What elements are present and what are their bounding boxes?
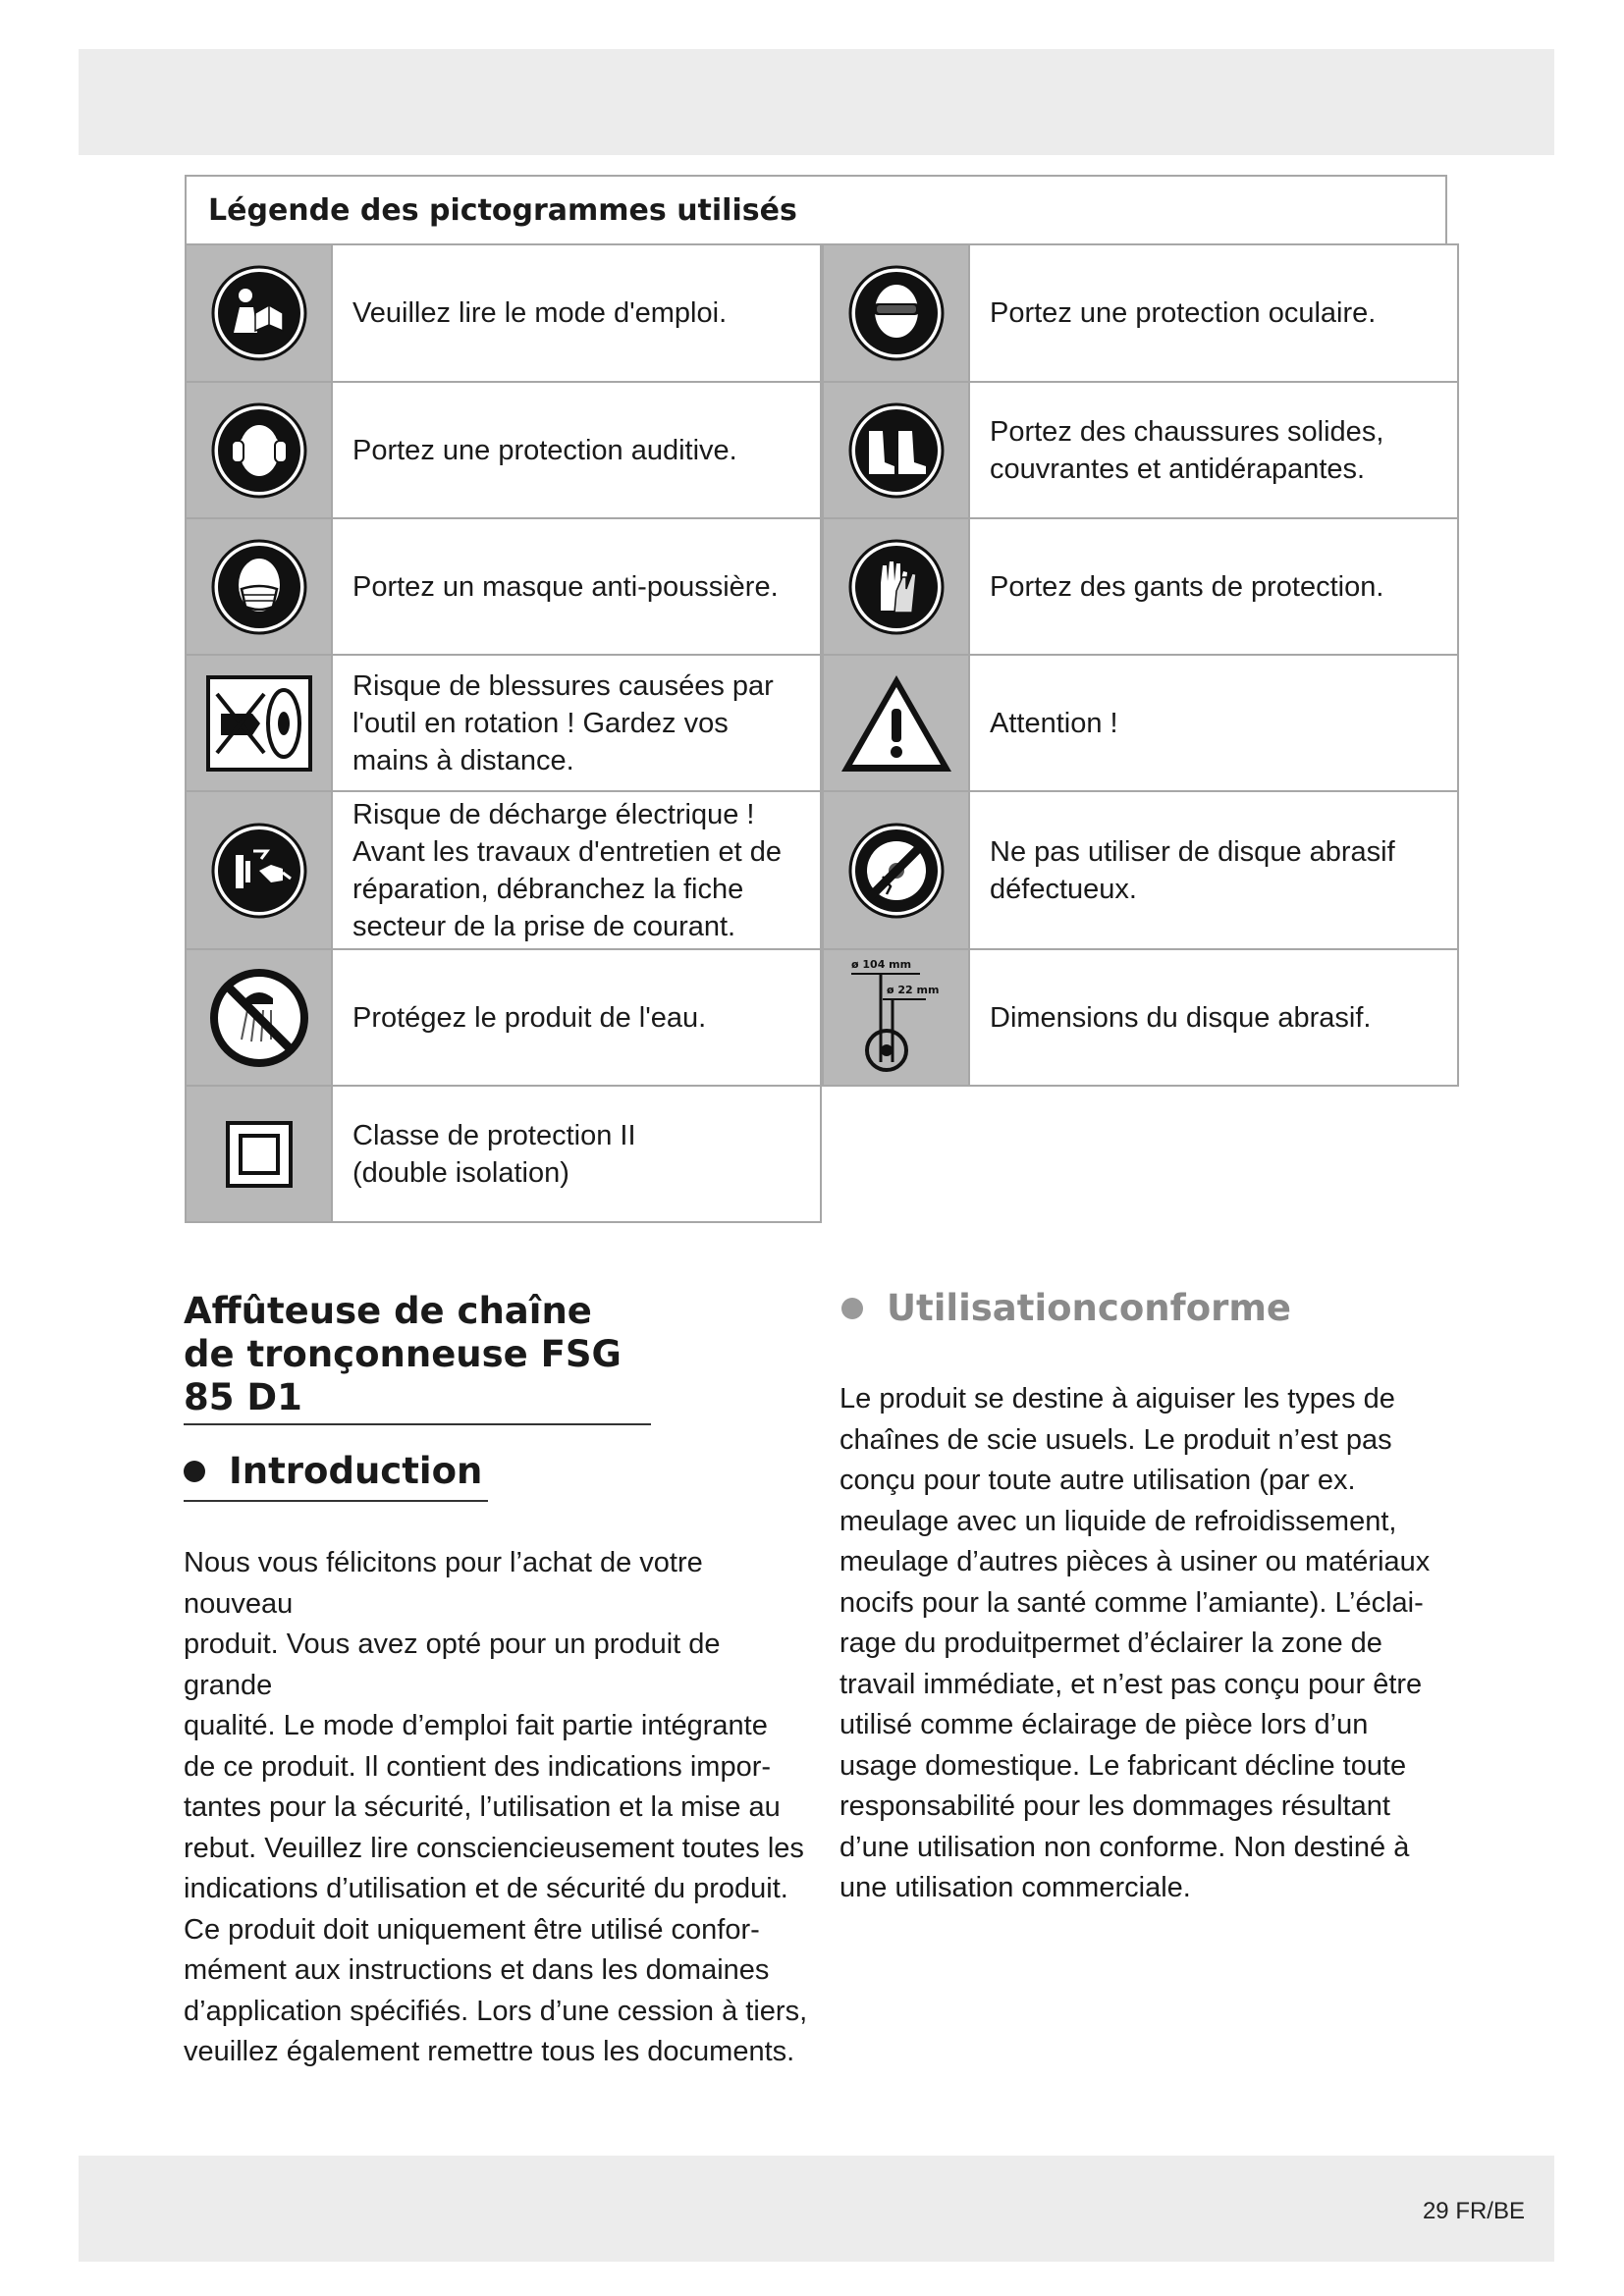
legend-text-cell (331, 1085, 822, 1223)
product-title: Affûteuse de chaîne de tronçonneuse FSG 85 D1 (184, 1290, 651, 1425)
legend-icon-cell (185, 517, 333, 656)
legend-text-cell (331, 654, 822, 792)
legend-icon-cell (822, 654, 970, 792)
introduction-heading-text: Introduction (229, 1450, 483, 1492)
header-band (79, 49, 1554, 155)
legend-icon-cell (185, 243, 333, 383)
legend-icon-cell (822, 243, 970, 383)
legend-text-cell (331, 381, 822, 519)
legend-icon-cell (185, 790, 333, 950)
pictogram-legend-table (185, 175, 1447, 1294)
legend-title: Légende des pictogrammes utilisés (185, 175, 1447, 243)
legend-text-cell (968, 654, 1459, 792)
legend-icon-cell (822, 948, 970, 1087)
legend-text-cell (331, 790, 822, 950)
introduction-body: Nous vous félicitons pour l’achat de votre nouveau produit. Vous avez opté pour un produit de grande qualité. Le mode d’emploi fait partie intégrante de ce produit. Il contient des indications impor- tantes pour la sécurité, l’utilisation et la mise au rebut. Veuillez lire consciencieusement toutes les indications d’utilisation et de sécurité du produit. Ce produit doit uniquement être utilisé confor- mément aux instructions et dans les domaines d’application spécifiés. Lors d’une cession à tiers, veuillez également remettre tous les documents. (184, 1547, 808, 2067)
legend-text: Risque de blessures causées par l'outil en rotation ! Gardez vos mains à distance. (352, 669, 774, 776)
legend-icon-cell (822, 381, 970, 519)
legend-icon-cell (185, 654, 333, 792)
legend-text: Portez des chaussures solides, couvrantes et antidérapantes. (990, 415, 1384, 485)
legend-text-cell (968, 517, 1459, 656)
legend-text: Classe de protection II (double isolation) (352, 1119, 636, 1189)
legend-text-cell (968, 381, 1459, 519)
legend-icon-cell (185, 1085, 333, 1223)
intended-use-body: Le produit se destine à aiguiser les types de chaînes de scie usuels. Le produit n’est pas conçu pour toute autre utilisation (par ex. meulage avec un liquide de refroidissement, meulage d’autres pièces à usiner ou matériaux nocifs pour la santé comme l’amiante). L’éclai- rage du produitpermet d’éclairer la zone de travail immédiate, et n’est pas conçu pour être utilisé comme éclairage de pièce lors d’un usage domestique. Le fabricant décline toute responsabilité pour les dommages résultant d’une utilisation non conforme. Non destiné à une utilisation commerciale. (839, 1383, 1431, 1903)
legend-text-cell (331, 948, 822, 1087)
legend-text: Portez une protection oculaire. (990, 297, 1377, 329)
legend-text: Portez un masque anti-poussière. (352, 570, 779, 603)
legend-text-cell (331, 243, 822, 383)
legend-text: Dimensions du disque abrasif. (990, 1001, 1372, 1034)
legend-text-cell (331, 517, 822, 656)
legend-text: Attention ! (990, 707, 1118, 739)
page-number: 29 FR/BE (1422, 2198, 1525, 2224)
intended-use-heading-text: Utilisationconforme (887, 1287, 1292, 1329)
legend-grid (185, 243, 1447, 1294)
bullet-dot-icon (184, 1461, 205, 1482)
legend-text: Portez des gants de protection. (990, 570, 1384, 603)
intended-use-heading (841, 1287, 1291, 1329)
legend-icon-cell (185, 948, 333, 1087)
legend-text-cell (968, 948, 1459, 1087)
legend-text: Risque de décharge électrique ! Avant les travaux d'entretien et de réparation, débranchez la fiche secteur de la prise de courant. (352, 798, 783, 942)
footer-band (79, 2156, 1554, 2262)
legend-icon-cell (185, 381, 333, 519)
svg-text:ø 104 mm: ø 104 mm (850, 957, 911, 971)
legend-text: Ne pas utiliser de disque abrasif défectueux. (990, 835, 1395, 905)
introduction-heading (184, 1450, 488, 1502)
svg-text:ø 22 mm: ø 22 mm (886, 983, 939, 996)
legend-text-cell (968, 243, 1459, 383)
legend-text: Protégez le produit de l'eau. (352, 1001, 707, 1034)
legend-icon-cell (822, 517, 970, 656)
bullet-dot-icon (841, 1298, 863, 1319)
legend-icon-cell (822, 790, 970, 950)
legend-text: Portez une protection auditive. (352, 434, 737, 466)
legend-text-cell (968, 790, 1459, 950)
legend-text: Veuillez lire le mode d'emploi. (352, 297, 728, 329)
